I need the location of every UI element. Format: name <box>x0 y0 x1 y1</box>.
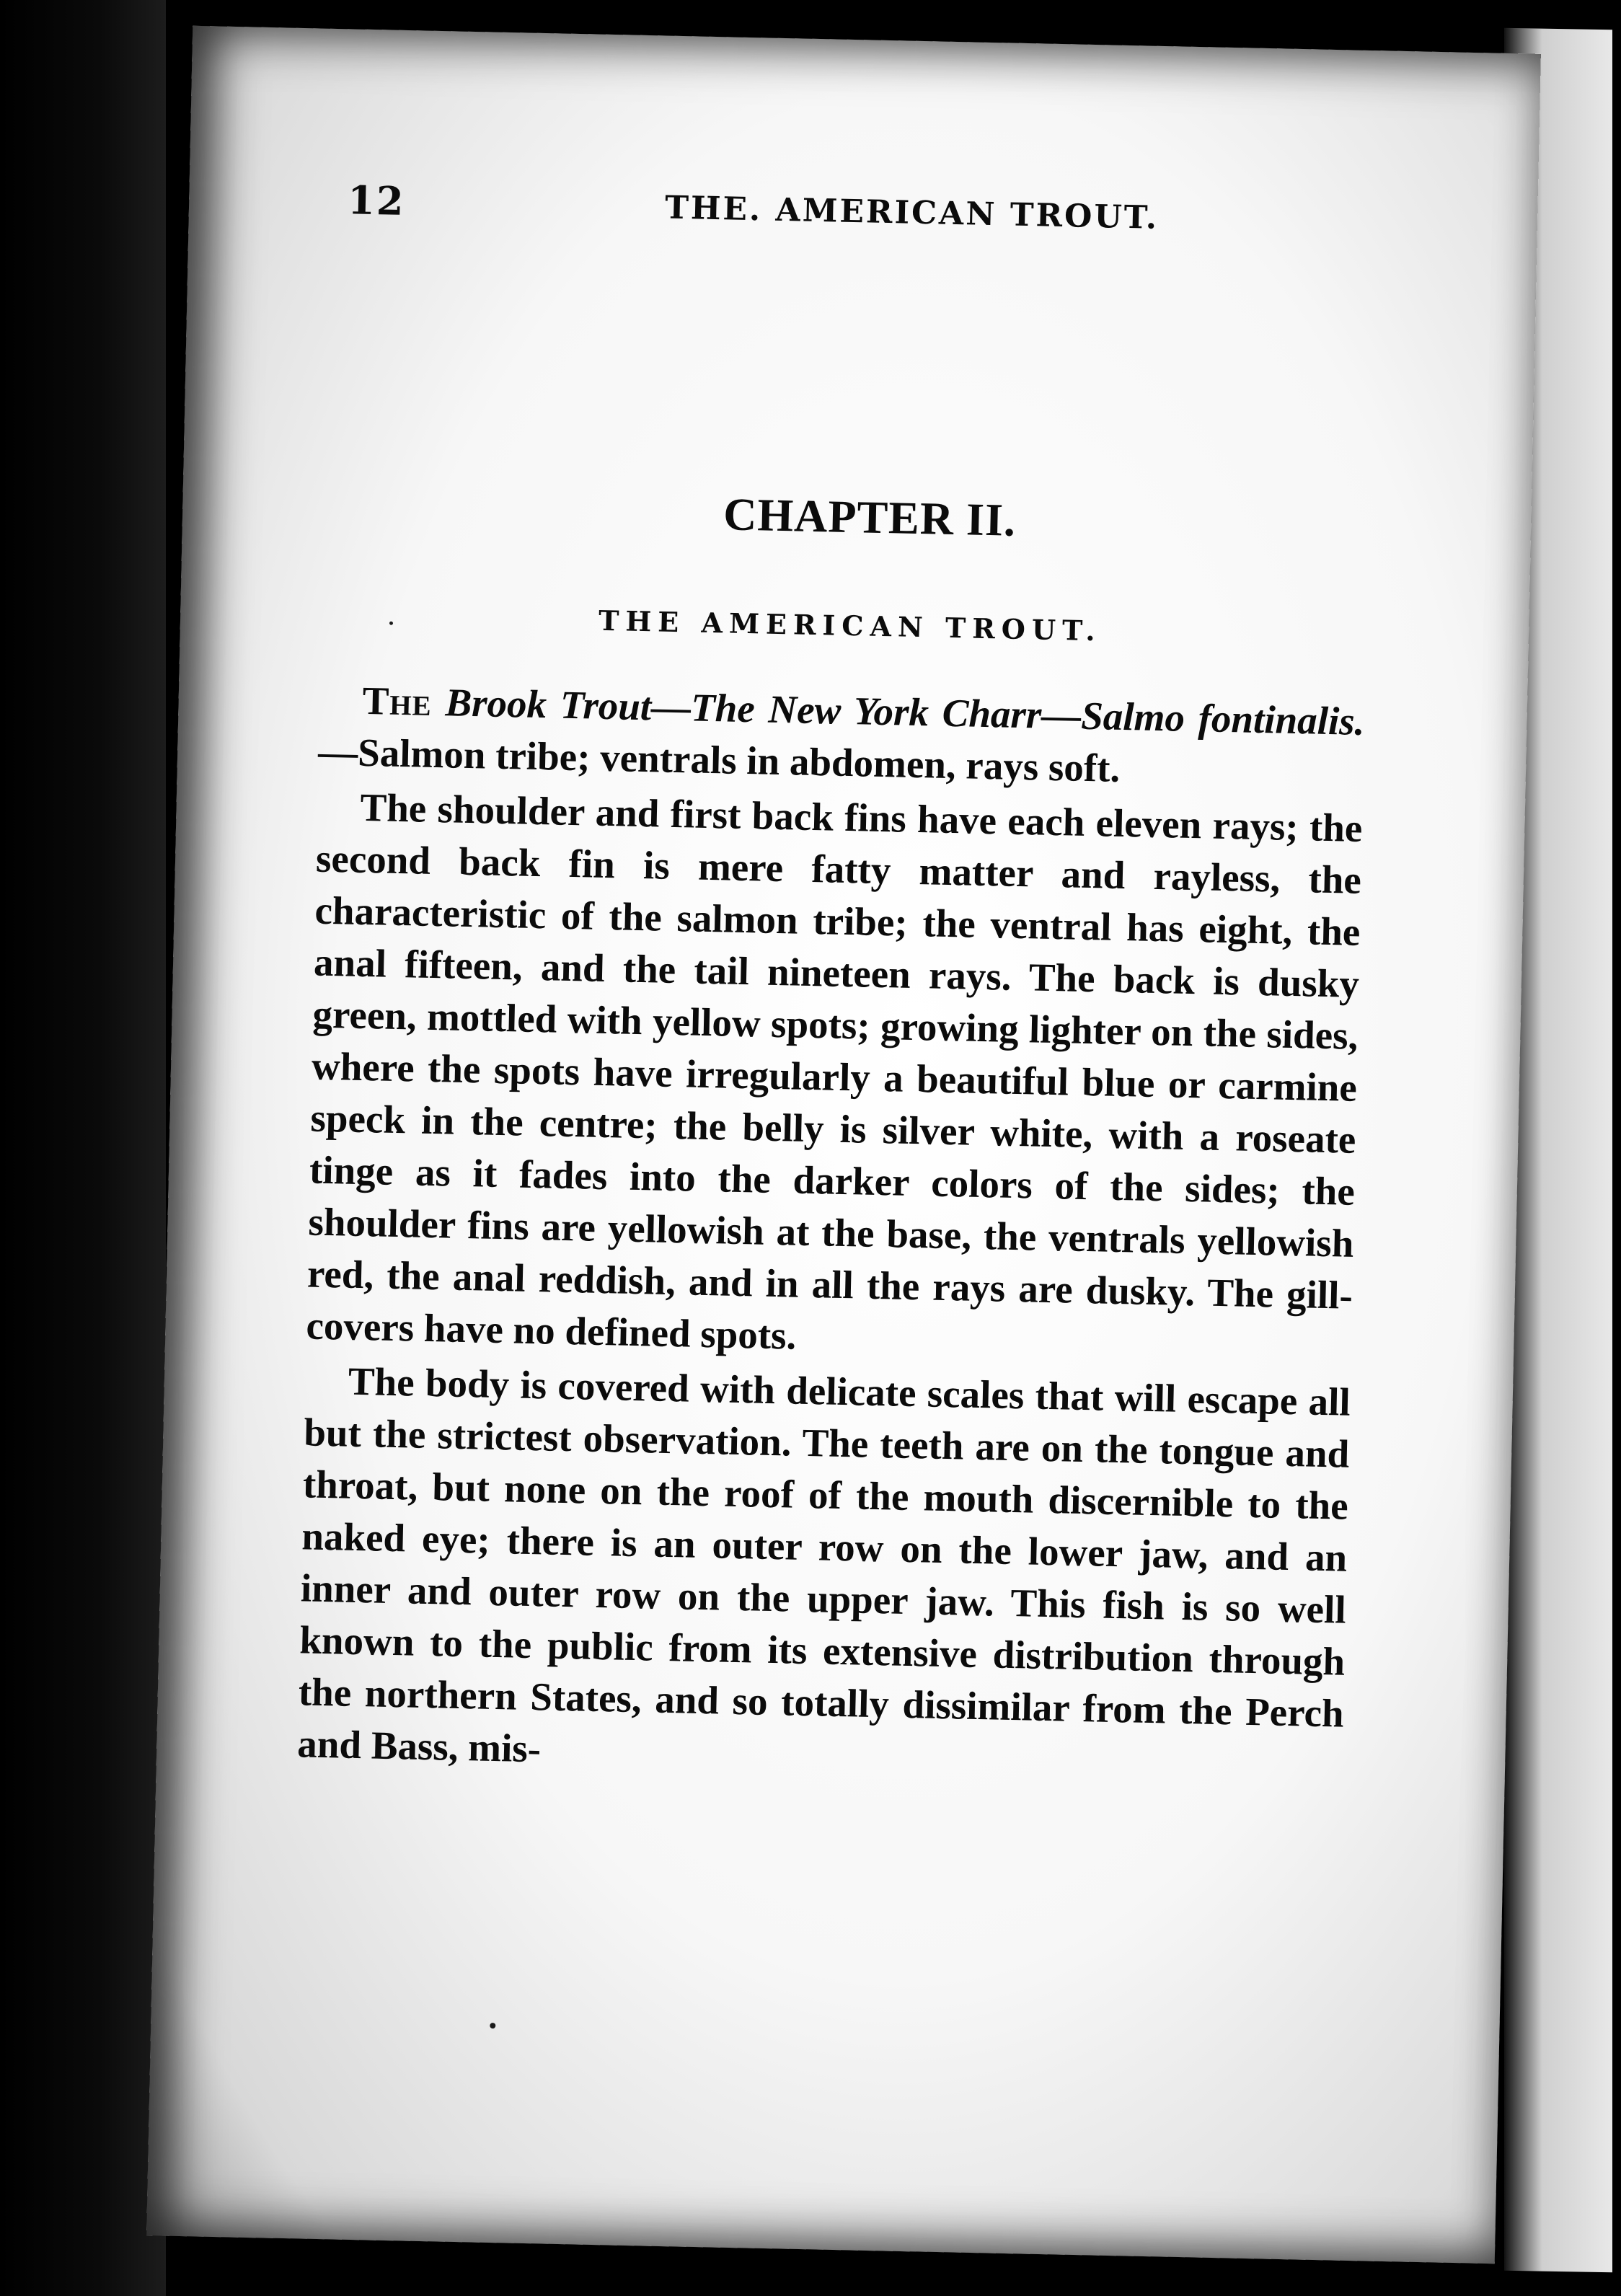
ink-speck <box>490 2023 495 2028</box>
paragraph-1-text: —Salmon tribe; ventrals in abdomen, rays soft. <box>317 729 1121 790</box>
page-header <box>347 177 1307 255</box>
paragraph-3: The body is covered with delicate scales that will escape all but the strictest observation. The teeth are on the tongue and throat, but none on the roof of the mouth discernible to the naked eye; there is an outer row on the lower jaw, and an inner and outer row on the upper jaw. This fish is so well known to the public from its extensive distribution through the northern States, and so totally dissimilar from the Perch and Bass, mis- <box>296 1359 1351 1771</box>
section-title: THE AMERICAN TROUT. <box>598 604 1103 648</box>
species-names: Brook Trout—The New York Charr—Salmo fontinalis. <box>444 680 1366 743</box>
paragraph-1 <box>317 674 1365 800</box>
ink-speck <box>389 622 393 625</box>
book-page <box>146 26 1541 2264</box>
running-title: THE. AMERICAN TROUT. <box>664 189 1160 237</box>
chapter-title: CHAPTER II. <box>723 488 1017 546</box>
paragraph-2: The shoulder and first back fins have each eleven rays; the second back fin is mere fatty matter and rayless, the characteristic of the salmon tribe; the ventral has eight, the anal fifteen, and the tail nineteen rays. The back is dusky green, mottled with yellow spots; growing lighter on the sides, where the spots have irregularly a beautiful blue or carmine speck in the centre; the belly is silver white, with a roseate tinge as it fades into the darker colors of the sides; the shoulder fins are yellowish at the base, the ventrals yellowish red, the anal reddish, and in all the rays are dusky. The gill-covers have no defined spots. <box>305 785 1363 1358</box>
book-binding-shadow <box>0 0 166 2296</box>
paragraph-lead-word: The <box>362 678 433 724</box>
page-number: 12 <box>347 177 406 224</box>
body-text <box>297 674 1366 1795</box>
